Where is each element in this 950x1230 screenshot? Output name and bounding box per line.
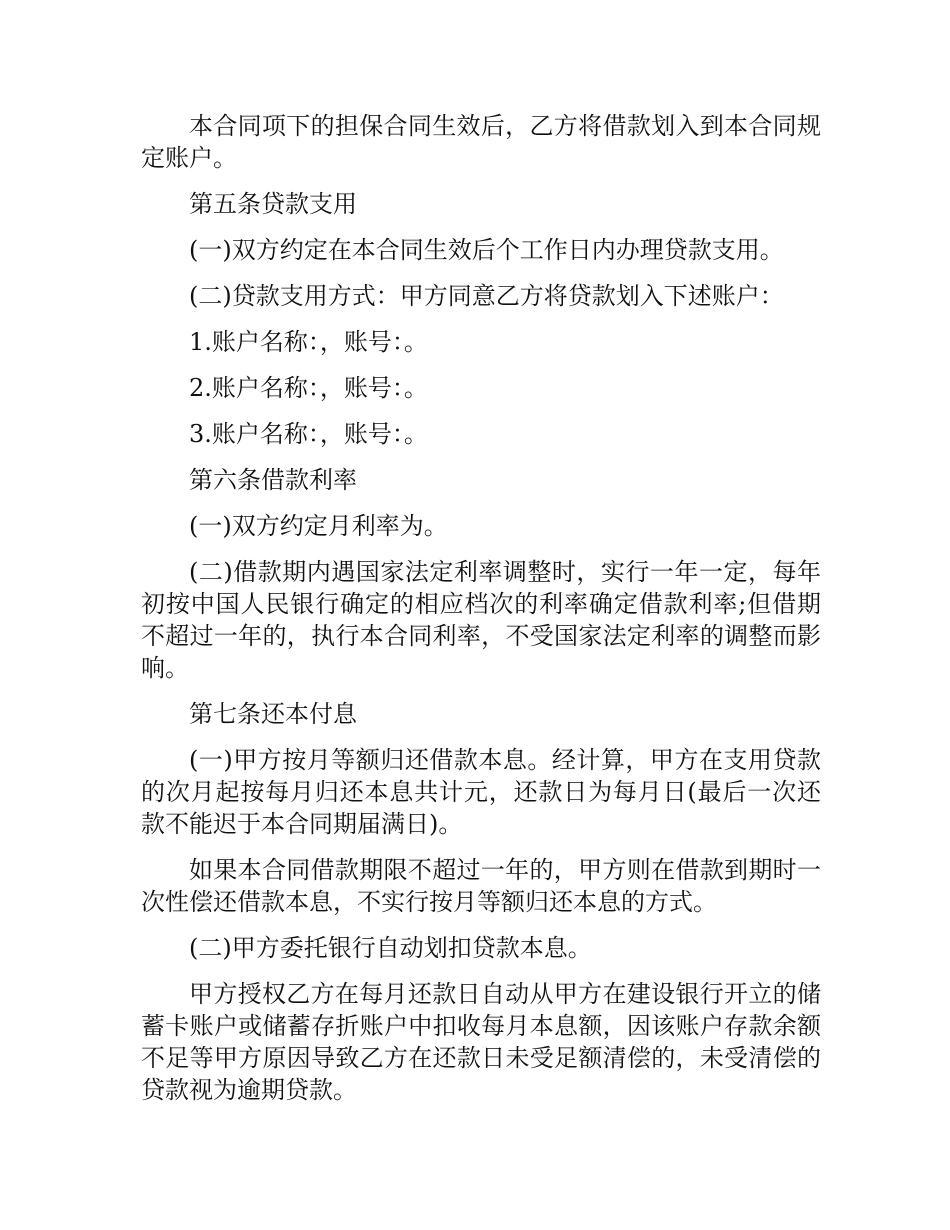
paragraph-7-1: (一)甲方按月等额归还借款本息。经计算，甲方在支用贷款的次月起按每月归还本息共计元，还款日为每月日(最后一次还款不能迟于本合同期届满日)。 — [141, 746, 821, 838]
heading-article-7: 第七条还本付息 — [189, 700, 357, 728]
paragraph-7-2-authorization: 甲方授权乙方在每月还款日自动从甲方在建设银行开立的储蓄卡账户或储蓄存折账户中扣收每月本息额，因该账户存款余额不足等甲方原因导致乙方在还款日未受足额清偿的，未受清偿的贷款视为逾期贷款。 — [141, 980, 821, 1104]
paragraph-5-1: (一)双方约定在本合同生效后个工作日内办理贷款支用。 — [189, 236, 784, 264]
heading-article-5: 第五条贷款支用 — [189, 190, 357, 218]
paragraph-5-2: (二)贷款支用方式：甲方同意乙方将贷款划入下述账户： — [189, 282, 784, 310]
account-item-2: 2.账户名称：，账号：。 — [189, 374, 428, 402]
account-item-3: 3.账户名称：，账号：。 — [189, 420, 428, 448]
document-body — [141, 110, 821, 1120]
paragraph-guarantee-effective: 本合同项下的担保合同生效后，乙方将借款划入到本合同规定账户。 — [141, 112, 821, 172]
paragraph-7-1-note: 如果本合同借款期限不超过一年的，甲方则在借款到期时一次性偿还借款本息，不实行按月等额归还本息的方式。 — [141, 856, 821, 916]
paragraph-6-1: (一)双方约定月利率为。 — [189, 512, 448, 540]
heading-article-6: 第六条借款利率 — [189, 466, 357, 494]
paragraph-7-2: (二)甲方委托银行自动划扣贷款本息。 — [189, 934, 592, 962]
account-item-1: 1.账户名称：，账号：。 — [189, 328, 428, 356]
paragraph-6-2: (二)借款期内遇国家法定利率调整时，实行一年一定，每年初按中国人民银行确定的相应档次的利率确定借款利率;但借期不超过一年的，执行本合同利率，不受国家法定利率的调整而影响。 — [141, 558, 821, 682]
